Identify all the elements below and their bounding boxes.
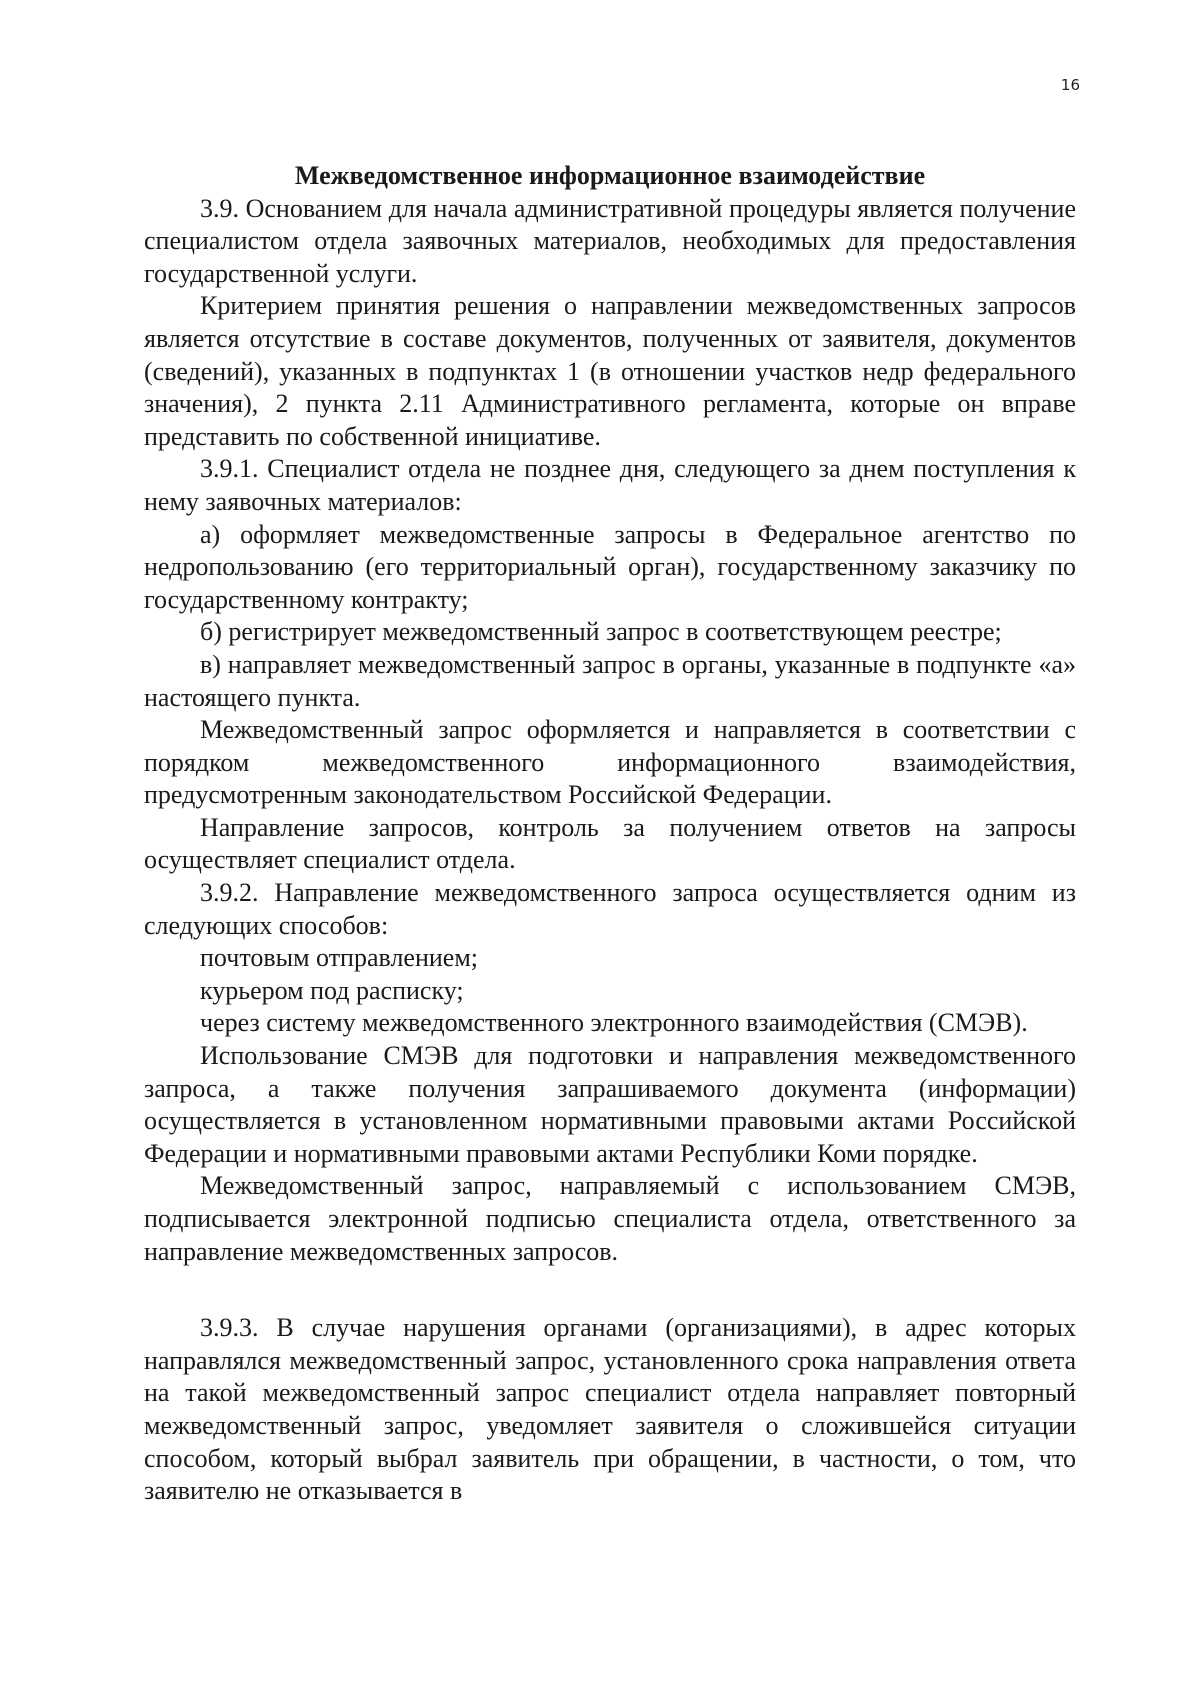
paragraph-criterion: Критерием принятия решения о направлении межведомственных запросов является отсутствие в составе документов, полученных от заявителя, документов (сведений), указанных в подпунктах 1 (в отношении участков недр федерального значения), 2 пункта 2.11 Административного регламента, которые он вправе представить по собственной инициативе. (144, 291, 1076, 451)
list-item-v: в) направляет межведомственный запрос в органы, указанные в подпункте «а» настоящего пункта. (144, 649, 1076, 712)
paragraph-request-control: Направление запросов, контроль за получением ответов на запросы осуществляет специалист отдела. (144, 812, 1076, 875)
document-body (144, 160, 1076, 1508)
paragraph-smev-usage: Использование СМЭВ для подготовки и направления межведомственного запроса, а также получения запрашиваемого документа (информации) осуществляется в установленном нормативными правовыми актами Российской Федерации и нормативными правовыми актами Республики Коми порядке. (144, 1041, 1076, 1168)
paragraph-gap (144, 1268, 1076, 1312)
paragraph-3-9-3: 3.9.3. В случае нарушения органами (организациями), в адрес которых направлялся межведомственный запрос, установленного срока направления ответа на такой межведомственный запрос специалист отдела направляет повторный межведомственный запрос, уведомляет заявителя о сложившейся ситуации способом, который выбрал заявитель при обращении, в частности, о том, что заявителю не отказывается в (144, 1313, 1076, 1506)
paragraph-3-9-1: 3.9.1. Специалист отдела не позднее дня, следующего за днем поступления к нему заявочных материалов: (144, 454, 1076, 516)
paragraph-request-procedure: Межведомственный запрос оформляется и направляется в соответствии с порядком межведомственного информационного взаимодействия, предусмотренным законодательством Российской Федерации. (144, 715, 1076, 810)
method-courier: курьером под расписку; (200, 975, 464, 1005)
page-number: 16 (1060, 76, 1080, 94)
paragraph-3-9-2: 3.9.2. Направление межведомственного запроса осуществляется одним из следующих способов: (144, 878, 1076, 940)
paragraph-smev-signature: Межведомственный запрос, направляемый с использованием СМЭВ, подписывается электронной подписью специалиста отдела, ответственного за направление межведомственных запросов. (144, 1171, 1076, 1266)
paragraph-3-9: 3.9. Основанием для начала административной процедуры является получение специалистом отдела заявочных материалов, необходимых для предоставления государственной услуги. (144, 193, 1076, 288)
section-heading: Межведомственное информационное взаимодействие (294, 161, 926, 190)
list-item-b: б) регистрирует межведомственный запрос в соответствующем реестре; (200, 617, 1002, 647)
list-item-a: а) оформляет межведомственные запросы в Федеральное агентство по недропользованию (его территориальный орган), государственному заказчику по государственному контракту; (144, 519, 1076, 614)
method-postal: почтовым отправлением; (200, 943, 479, 973)
method-smev: через систему межведомственного электронного взаимодействия (СМЭВ). (200, 1008, 1028, 1038)
